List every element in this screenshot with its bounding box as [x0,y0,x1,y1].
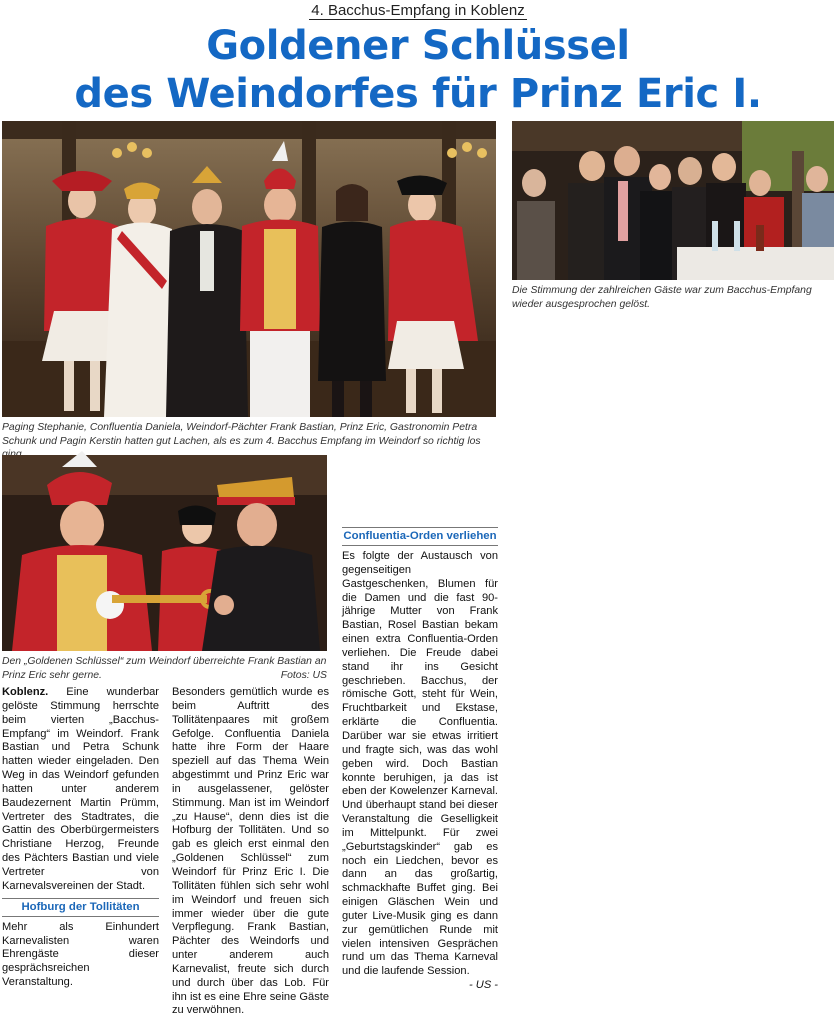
body-column-3 [342,455,498,993]
article-headline [0,22,836,118]
author-signature: - US - [469,979,498,992]
main-group-photo [2,121,496,417]
key-photo-illustration [2,455,327,651]
photo-credit: Fotos: US [280,669,327,681]
dateline: Koblenz. [2,686,49,698]
headline-line-1: Goldener Schlüssel [206,23,630,69]
col3-text: Es folgte der Austausch von gegenseitigen Gastgeschenken, Blumen für die Damen und die fast 90-jährige Mutter von Frank Bastian, Rosel Bastian bekam einen extra Confluentia-Orden verliehen. Die Freude dabei stand ihr ins Gesicht geschrieben. Bacchus, der römische Gott, steht für Wein, Fruchtbarkeit und Ekstase, erklärte die Confluentia. Darüber war sie etwas irritiert und fragte sich, was das wohl geben wird. Doch Bastian konnte beruhigen, ja das ist eben der Kowelenzer Karneval. Und überhaupt stand bei dieser Veranstaltung die Geselligkeit im Mittelpunkt. Für zwei „Geburtstagskinder“ gab es noch ein Liedchen, bevor es dann an das großartig, schmackhafte Buffet ging. Bei einigen Gläschen Wein und guter Live-Musik ging es dann zur gemütlichen Runde mit vielen intensiven Gesprächen rund um das Thema Karneval und die laufende Session. [342,550,498,978]
subhead-orden: Confluentia-Orden verliehen [342,527,498,546]
col2-text: Besonders gemütlich wurde es beim Auftritt des Tollitätenpaares mit großem Gefolge. Confluentia Daniela hatte ihre Form der Haare speziell auf das Thema Wein abgestimmt und Prinz Eric war in ausgelassener, gelöster Stimmung. Man ist im Weindorf „zu Hause“, denn dies ist die Hofburg der Tollitäten. Und so gab es gleich erst einmal den „Goldenen Schlüssel“ zum Weindorf für Prinz Eric I. Die Tollitäten fühlen sich sehr wohl im Weindorf und freuen sich immer wieder über die gute Verpflegung. Frank Bastian, Pächter des Weindorfs und unter anderem auch Karnevalist, freute sich durch und durch über das Lob. Für ihn ist es eine Ehre seine Gäste zu verwöhnen. [172,686,329,1017]
body-column-2 [172,686,329,1018]
group-photo-illustration [2,121,496,417]
article-kicker: 4. Bacchus-Empfang in Koblenz [311,2,525,19]
subhead-hofburg: Hofburg der Tollitäten [2,898,159,917]
guests-photo-illustration [512,121,834,280]
key-photo-caption-text: Den „Goldenen Schlüssel“ zum Weindorf überreichte Frank Bastian an Prinz Eric sehr gerne. [2,656,327,681]
col1-paragraph [2,686,159,894]
col1-paragraph-2: Mehr als Einhundert Karnevalisten waren Ehrengäste dieser gesprächsreichen Veranstaltung. [2,920,159,989]
key-handover-photo [2,455,327,651]
col1-text: Eine wunderbar gelöste Stimmung herrschte beim vierten „Bacchus-Empfang“ im Weindorf. Frank Bastian und Petra Schunk hatten wieder eingeladen. Den Weg in das Weindorf gefunden hatten unter anderem Baudezernent Martin Prümm, Vertreter des Stadtrates, die Gattin des Oberbürgermeisters Christiane Herzog, Freunde des Pächters Bastian und viele Vertreter von Karnevalsvereinen der Stadt. [2,686,159,892]
headline-line-2: des Weindorfes für Prinz Eric I. [74,71,762,117]
body-column-1 [2,686,159,990]
guests-photo [512,121,834,280]
main-photo-caption: Paging Stephanie, Confluentia Daniela, Weindorf-Pächter Frank Bastian, Prinz Eric, Gastronomin Petra Schunk und Pagin Kerstin hatten gut Lachen, als es zum 4. Bacchus Empfang im Weindorf so richtig los [2,422,481,447]
key-photo-caption [2,655,327,682]
guests-photo-caption: Die Stimmung der zahlreichen Gäste war zum Bacchus-Empfang wieder ausgesprochen gelöst. [512,285,812,310]
